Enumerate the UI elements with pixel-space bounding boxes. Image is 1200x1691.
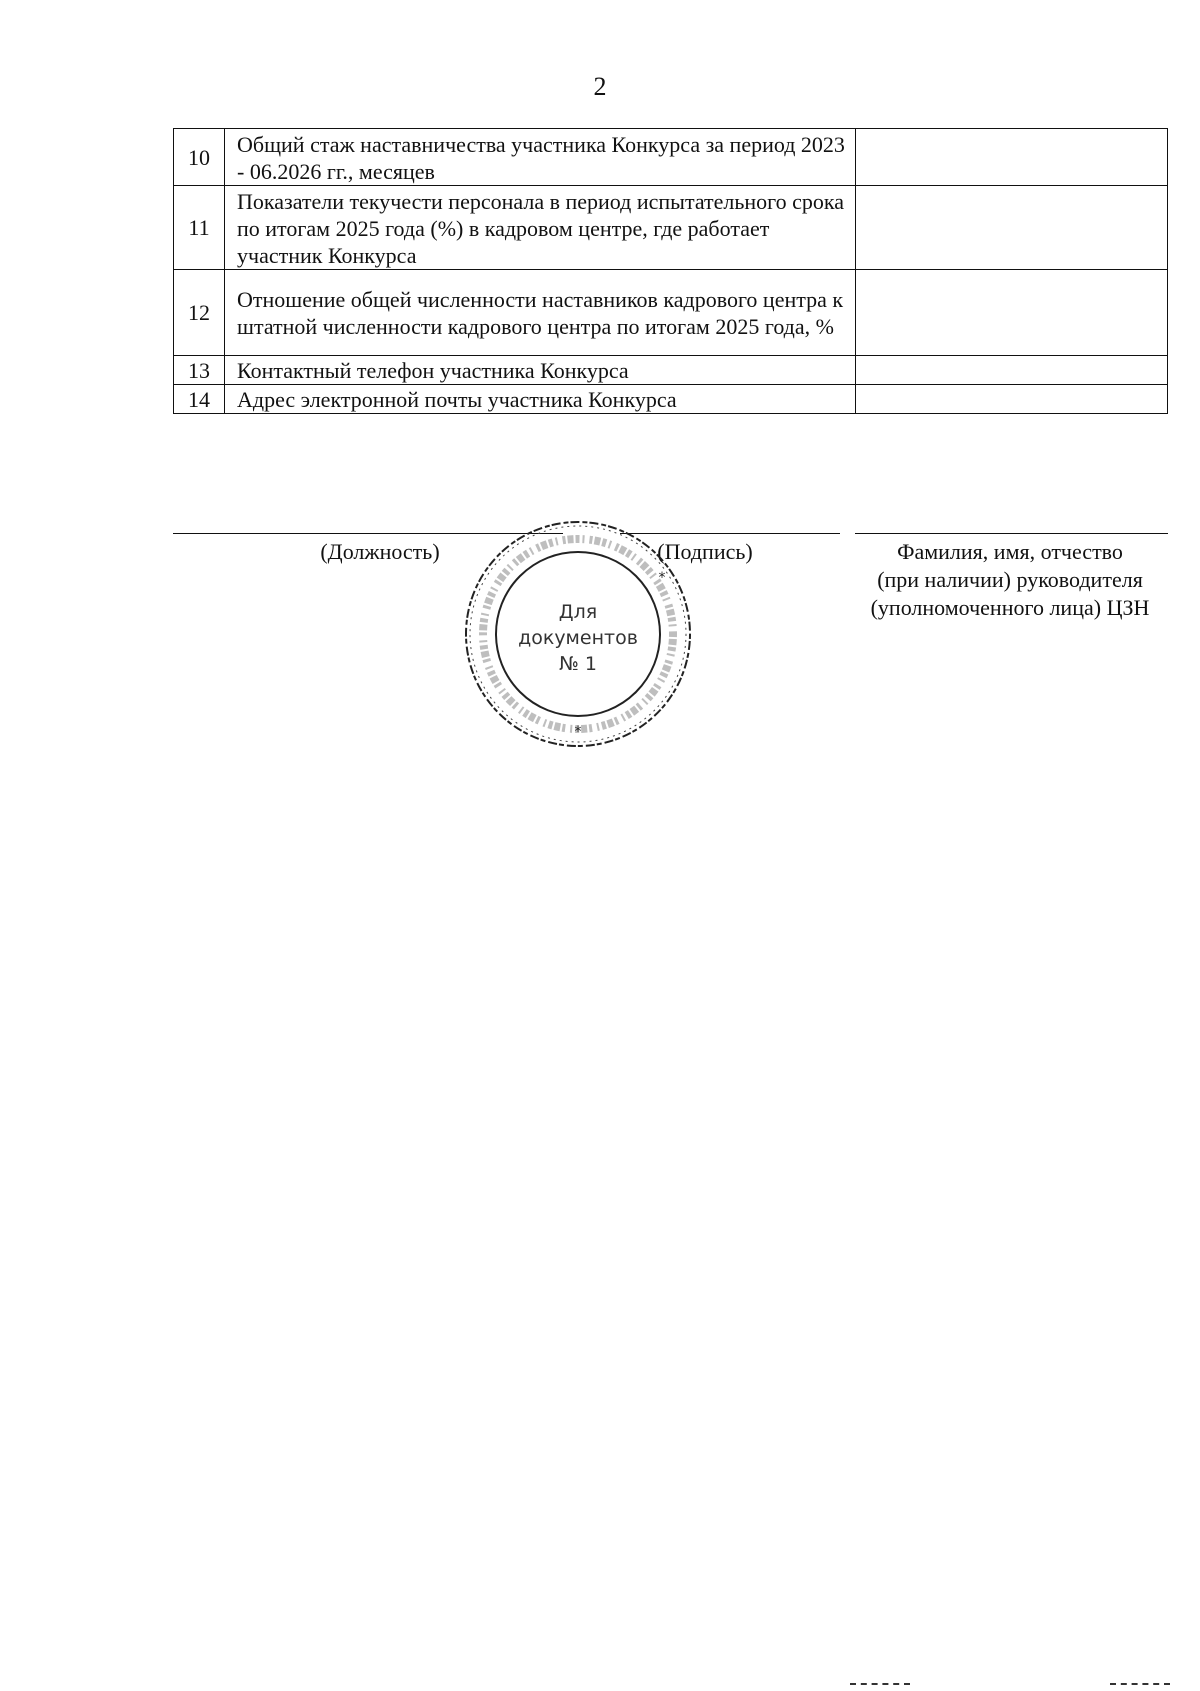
stamp-text-line: № 1 <box>559 653 597 675</box>
svg-text:*: * <box>574 724 582 740</box>
position-label: (Должность) <box>320 539 440 564</box>
name-line <box>855 533 1168 534</box>
name-label <box>840 538 1180 622</box>
scan-artifact <box>1110 1683 1170 1688</box>
page-number: 2 <box>593 72 607 101</box>
stamp-text-line: документов <box>518 627 638 649</box>
name-label-line: (уполномоченного лица) ЦЗН <box>870 595 1150 620</box>
row-number: 13 <box>174 356 225 385</box>
row-value-cell <box>856 356 1168 385</box>
name-label-line: (при наличии) руководителя <box>877 567 1143 592</box>
row-number: 12 <box>174 270 225 356</box>
signature-label: (Подпись) <box>657 539 753 564</box>
row-number: 10 <box>174 129 225 186</box>
row-value-cell <box>856 129 1168 186</box>
table-row <box>174 356 1168 385</box>
row-value-cell <box>856 270 1168 356</box>
svg-text:*: * <box>658 570 666 586</box>
table-row <box>174 270 1168 356</box>
row-value-cell <box>856 385 1168 414</box>
table-row <box>174 385 1168 414</box>
table-row <box>174 186 1168 270</box>
name-label-line: Фамилия, имя, отчество <box>897 539 1123 564</box>
row-description: Адрес электронной почты участника Конкурса <box>225 385 856 414</box>
stamp-text-line: Для <box>558 601 598 623</box>
row-value-cell <box>856 186 1168 270</box>
row-description: Общий стаж наставничества участника Конкурса за период 2023 - 06.2026 гг., месяцев <box>225 129 856 186</box>
round-stamp <box>462 518 694 750</box>
table-row <box>174 129 1168 186</box>
info-table <box>173 128 1168 414</box>
scan-artifact <box>850 1683 910 1688</box>
row-description: Показатели текучести персонала в период испытательного срока по итогам 2025 года (%) в кадровом центре, где работает участник Конкурса <box>225 186 856 270</box>
row-number: 11 <box>174 186 225 270</box>
row-number: 14 <box>174 385 225 414</box>
row-description: Контактный телефон участника Конкурса <box>225 356 856 385</box>
row-description: Отношение общей численности наставников кадрового центра к штатной численности кадрового центра по итогам 2025 года, % <box>225 270 856 356</box>
